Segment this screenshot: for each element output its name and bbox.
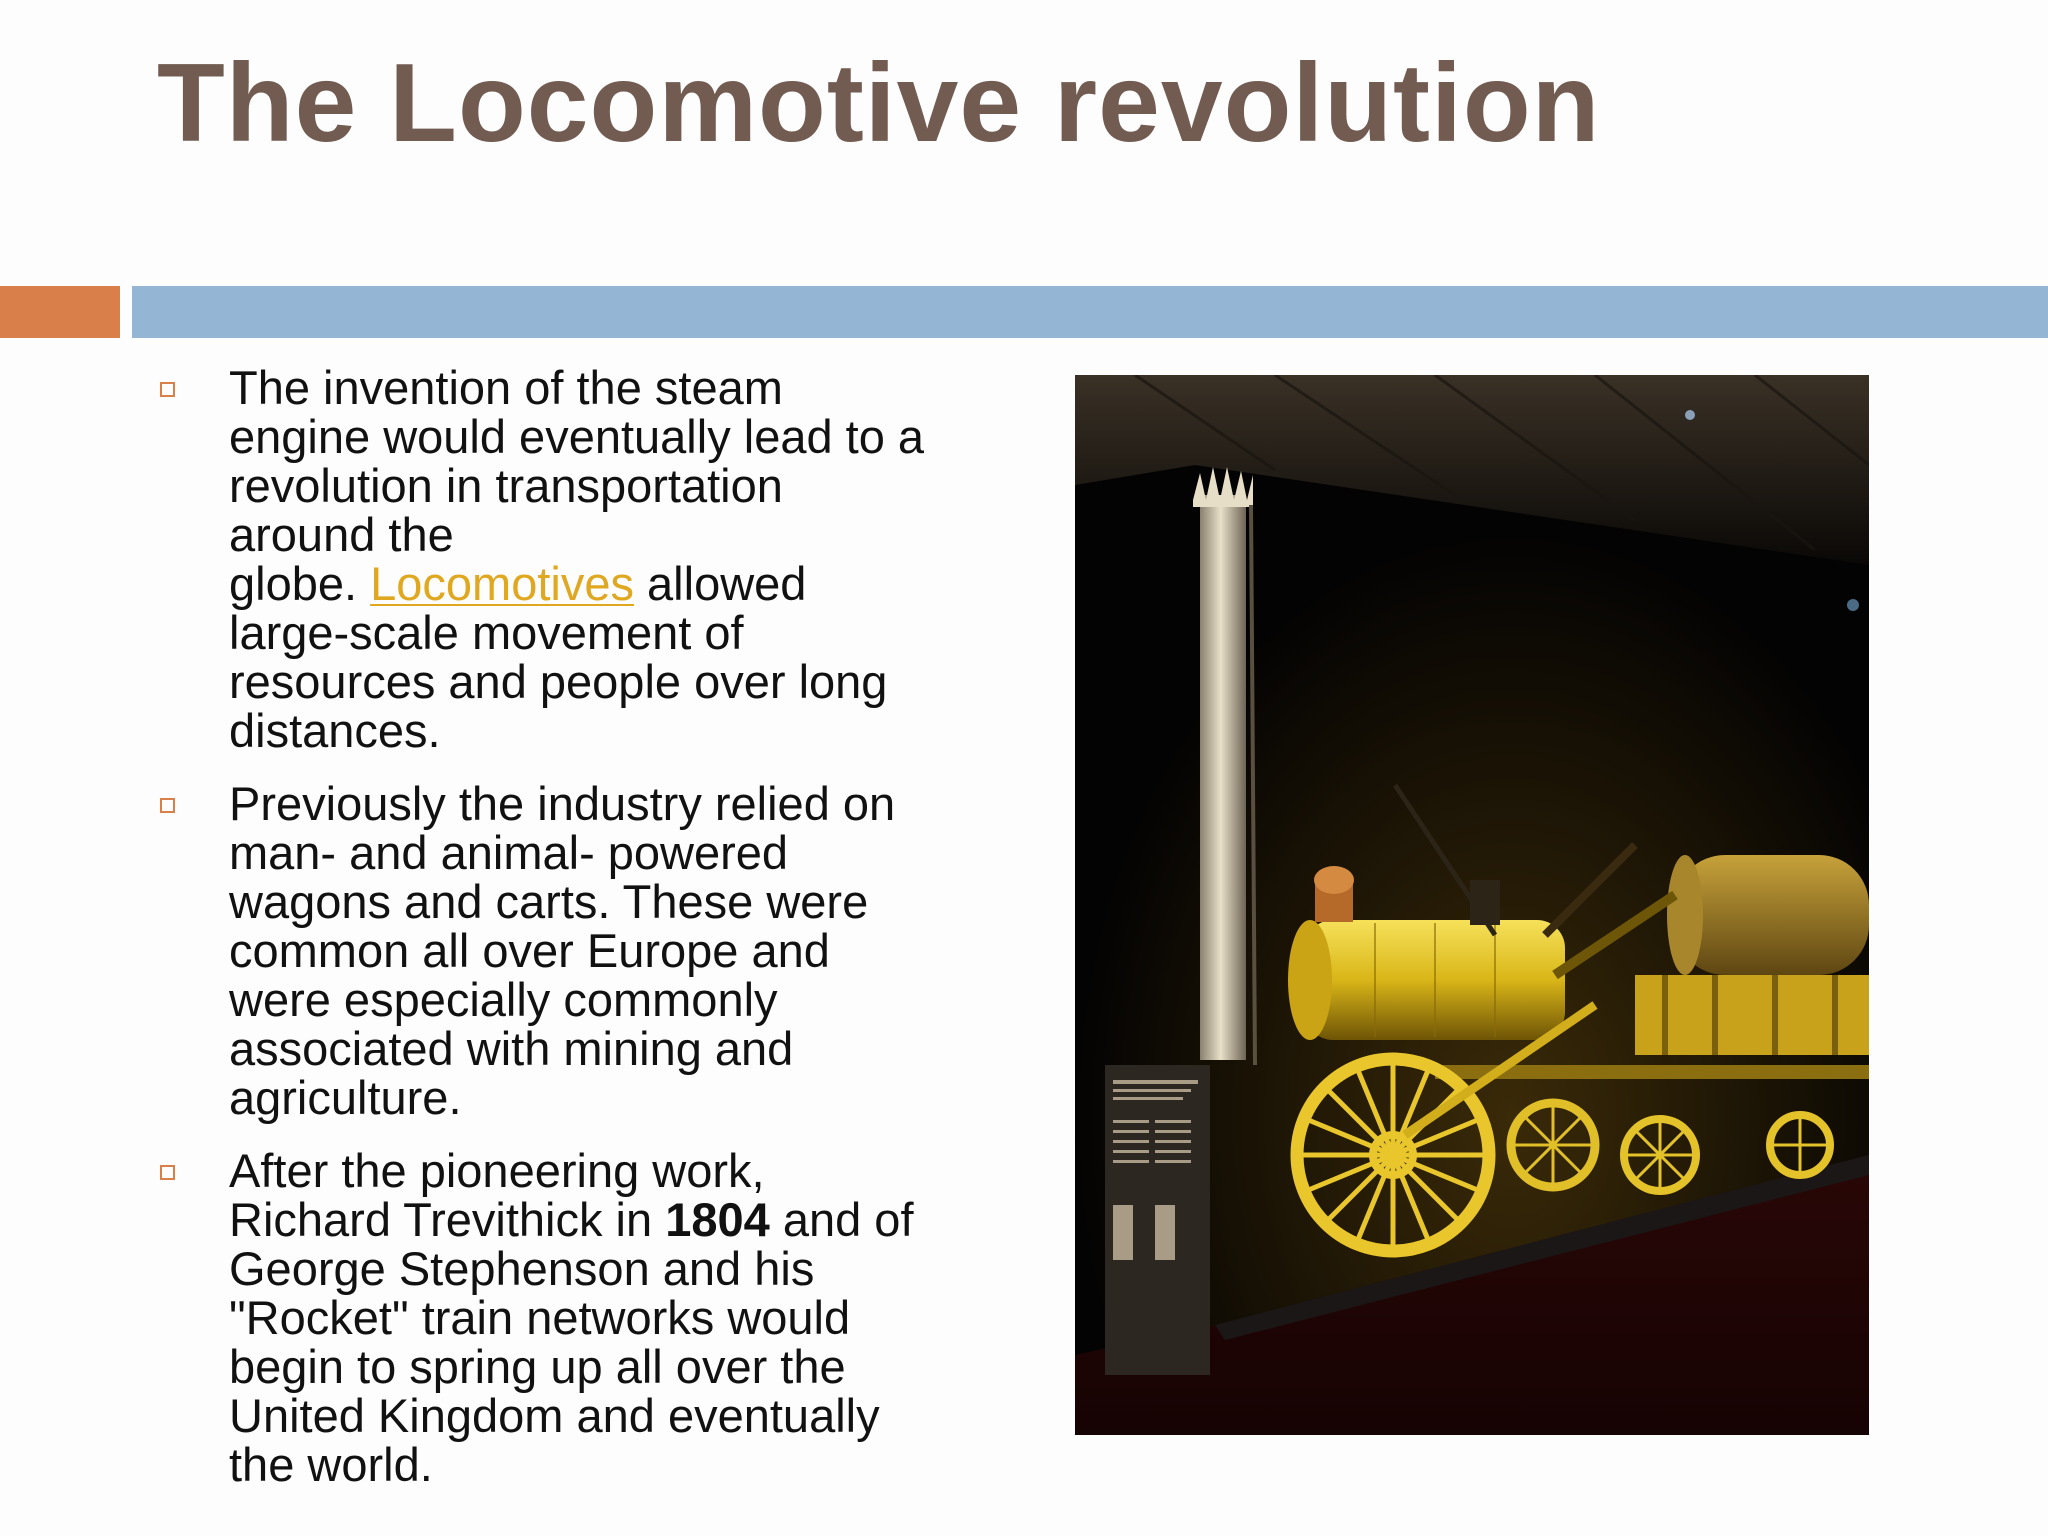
bullet-line: the world. [229,1438,433,1491]
accent-bar-blue [132,286,2048,338]
bullet-line: agriculture. [229,1071,462,1124]
bullet-line: Previously the industry relied on [229,777,896,830]
bullet-line: engine would eventually lead to a [229,410,925,463]
bullet-line: George Stephenson and his [229,1242,815,1295]
bullet-line: associated with mining and [229,1022,794,1075]
locomotive-illustration [1075,375,1869,1435]
bullet-line: man- and animal- powered [229,826,789,879]
bullet-line: After the pioneering work, [229,1144,765,1197]
bullet-line: "Rocket" train networks would [229,1291,851,1344]
bullet-line: The invention of the steam [229,361,783,414]
bullet-line: distances. [229,704,441,757]
bullet-line: large-scale movement of [229,606,744,659]
square-bullet-icon [160,1165,175,1180]
bullet-line: United Kingdom and eventually [229,1389,880,1442]
bullet-line: wagons and carts. These were [229,875,869,928]
slide-title: The Locomotive revolution [157,41,1601,165]
bullet-line: revolution in transportation [229,459,783,512]
bullet-text: allowed [633,557,807,610]
bullet-list [157,363,1037,1513]
bullet-item-steam-engine [157,363,1037,755]
bullet-line: were especially commonly [229,973,778,1026]
bullet-item-previous-industry [157,779,1037,1122]
bullet-text: globe. [229,557,371,610]
year-1804: 1804 [665,1193,770,1246]
locomotives-link[interactable]: Locomotives [370,557,634,610]
bullet-text: and of [769,1193,914,1246]
bullet-line: resources and people over long [229,655,888,708]
locomotive-photo [1075,375,1869,1435]
bullet-item-pioneering-work [157,1146,1037,1489]
bullet-line: begin to spring up all over the [229,1340,846,1393]
square-bullet-icon [160,798,175,813]
bullet-text: Richard Trevithick in [229,1193,666,1246]
bullet-line: common all over Europe and [229,924,830,977]
square-bullet-icon [160,382,175,397]
bullet-line: around the [229,508,454,561]
accent-bar-orange [0,286,120,338]
